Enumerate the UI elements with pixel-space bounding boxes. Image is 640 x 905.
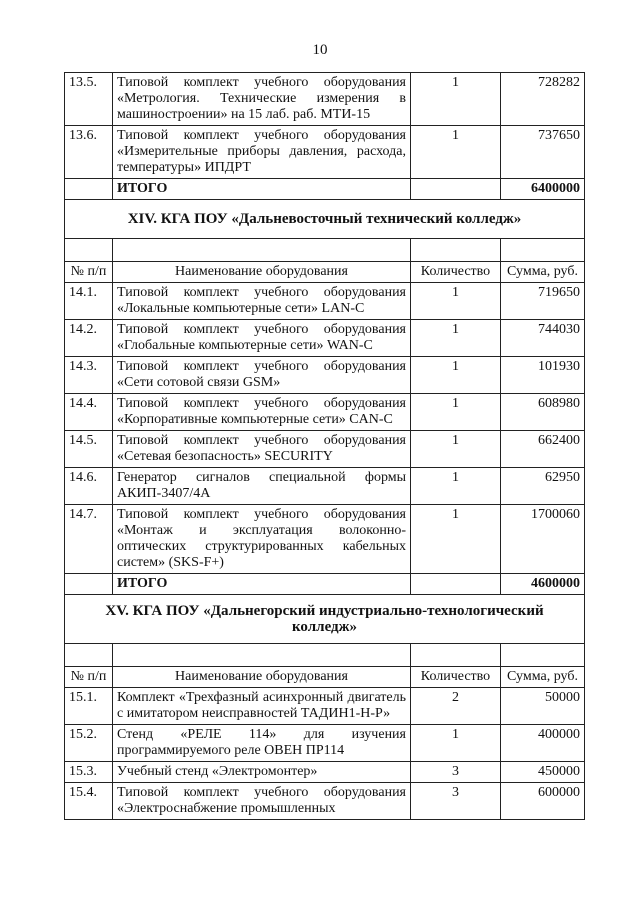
equipment-name: Типовой комплект учебного оборудования «Глобальные компьютерные сети» WAN-C (113, 320, 411, 357)
sum: 744030 (501, 320, 585, 357)
sum: 1700060 (501, 505, 585, 574)
row-number: 15.4. (65, 783, 113, 820)
total-empty-qty (411, 179, 501, 200)
quantity: 1 (411, 126, 501, 179)
quantity: 3 (411, 783, 501, 820)
total-empty-cell (65, 179, 113, 200)
table-row (65, 320, 585, 357)
equipment-name: Комплект «Трехфазный асинхронный двигатель с имитатором неисправностей ТАДИН1-Н-Р» (113, 688, 411, 725)
row-number: 13.5. (65, 73, 113, 126)
header-number: № п/п (65, 262, 113, 283)
sum: 728282 (501, 73, 585, 126)
header-sum: Сумма, руб. (501, 667, 585, 688)
quantity: 1 (411, 320, 501, 357)
quantity: 1 (411, 283, 501, 320)
total-row (65, 574, 585, 595)
total-sum: 4600000 (501, 574, 585, 595)
total-label: ИТОГО (113, 179, 411, 200)
total-empty-qty (411, 574, 501, 595)
equipment-name: Типовой комплект учебного оборудования «Электроснабжение промышленных (113, 783, 411, 820)
quantity: 1 (411, 505, 501, 574)
row-number: 15.2. (65, 725, 113, 762)
sum: 101930 (501, 357, 585, 394)
sum: 600000 (501, 783, 585, 820)
row-number: 14.4. (65, 394, 113, 431)
quantity: 1 (411, 725, 501, 762)
spacer-cell (113, 644, 411, 667)
table-row (65, 283, 585, 320)
spacer-cell (65, 239, 113, 262)
row-number: 15.3. (65, 762, 113, 783)
row-number: 14.6. (65, 468, 113, 505)
equipment-name: Учебный стенд «Электромонтер» (113, 762, 411, 783)
equipment-name: Генератор сигналов специальной формы АКИП-3407/4А (113, 468, 411, 505)
table-row (65, 688, 585, 725)
sum: 62950 (501, 468, 585, 505)
sum: 737650 (501, 126, 585, 179)
equipment-name: Типовой комплект учебного оборудования «Измерительные приборы давления, расхода, температуры» ИПДРТ (113, 126, 411, 179)
quantity: 1 (411, 431, 501, 468)
section-title: XV. КГА ПОУ «Дальнегорский индустриально-технологический колледж» (65, 595, 585, 644)
equipment-name: Типовой комплект учебного оборудования «Сетевая безопасность» SECURITY (113, 431, 411, 468)
table-header-row (65, 667, 585, 688)
quantity: 3 (411, 762, 501, 783)
equipment-name: Стенд «РЕЛЕ 114» для изучения программируемого реле ОВЕН ПР114 (113, 725, 411, 762)
row-number: 14.7. (65, 505, 113, 574)
spacer-cell (501, 644, 585, 667)
table-row (65, 357, 585, 394)
row-number: 14.2. (65, 320, 113, 357)
table-row (65, 431, 585, 468)
row-number: 15.1. (65, 688, 113, 725)
quantity: 1 (411, 73, 501, 126)
row-number: 14.5. (65, 431, 113, 468)
total-label: ИТОГО (113, 574, 411, 595)
row-number: 14.1. (65, 283, 113, 320)
header-sum: Сумма, руб. (501, 262, 585, 283)
section-heading-row (65, 200, 585, 239)
total-empty-cell (65, 574, 113, 595)
total-row (65, 179, 585, 200)
quantity: 1 (411, 357, 501, 394)
table-row (65, 783, 585, 820)
header-number: № п/п (65, 667, 113, 688)
equipment-name: Типовой комплект учебного оборудования «Корпоративные компьютерные сети» CAN-C (113, 394, 411, 431)
row-number: 14.3. (65, 357, 113, 394)
spacer-cell (501, 239, 585, 262)
table-row (65, 394, 585, 431)
equipment-name: Типовой комплект учебного оборудования «Локальные компьютерные сети» LAN-C (113, 283, 411, 320)
table-row (65, 505, 585, 574)
equipment-name: Типовой комплект учебного оборудования «Монтаж и эксплуатация волоконно-оптических структурированных кабельных систем» (SKS-F+) (113, 505, 411, 574)
equipment-name: Типовой комплект учебного оборудования «Сети сотовой связи GSM» (113, 357, 411, 394)
section-title: XIV. КГА ПОУ «Дальневосточный технический колледж» (65, 200, 585, 239)
sum: 50000 (501, 688, 585, 725)
quantity: 2 (411, 688, 501, 725)
spacer-cell (411, 239, 501, 262)
header-name: Наименование оборудования (113, 667, 411, 688)
spacer-row (65, 239, 585, 262)
spacer-row (65, 644, 585, 667)
sum: 719650 (501, 283, 585, 320)
quantity: 1 (411, 394, 501, 431)
sum: 450000 (501, 762, 585, 783)
header-quantity: Количество (411, 667, 501, 688)
spacer-cell (411, 644, 501, 667)
table-row (65, 762, 585, 783)
quantity: 1 (411, 468, 501, 505)
section-heading-row (65, 595, 585, 644)
total-sum: 6400000 (501, 179, 585, 200)
table-row (65, 73, 585, 126)
table-header-row (65, 262, 585, 283)
row-number: 13.6. (65, 126, 113, 179)
table-row (65, 725, 585, 762)
sum: 400000 (501, 725, 585, 762)
header-name: Наименование оборудования (113, 262, 411, 283)
header-quantity: Количество (411, 262, 501, 283)
sum: 662400 (501, 431, 585, 468)
equipment-table (64, 72, 585, 820)
page-number: 10 (312, 42, 328, 58)
spacer-cell (113, 239, 411, 262)
table-row (65, 126, 585, 179)
sum: 608980 (501, 394, 585, 431)
table-row (65, 468, 585, 505)
equipment-name: Типовой комплект учебного оборудования «Метрология. Технические измерения в машиностроении» на 15 лаб. раб. МТИ-15 (113, 73, 411, 126)
spacer-cell (65, 644, 113, 667)
